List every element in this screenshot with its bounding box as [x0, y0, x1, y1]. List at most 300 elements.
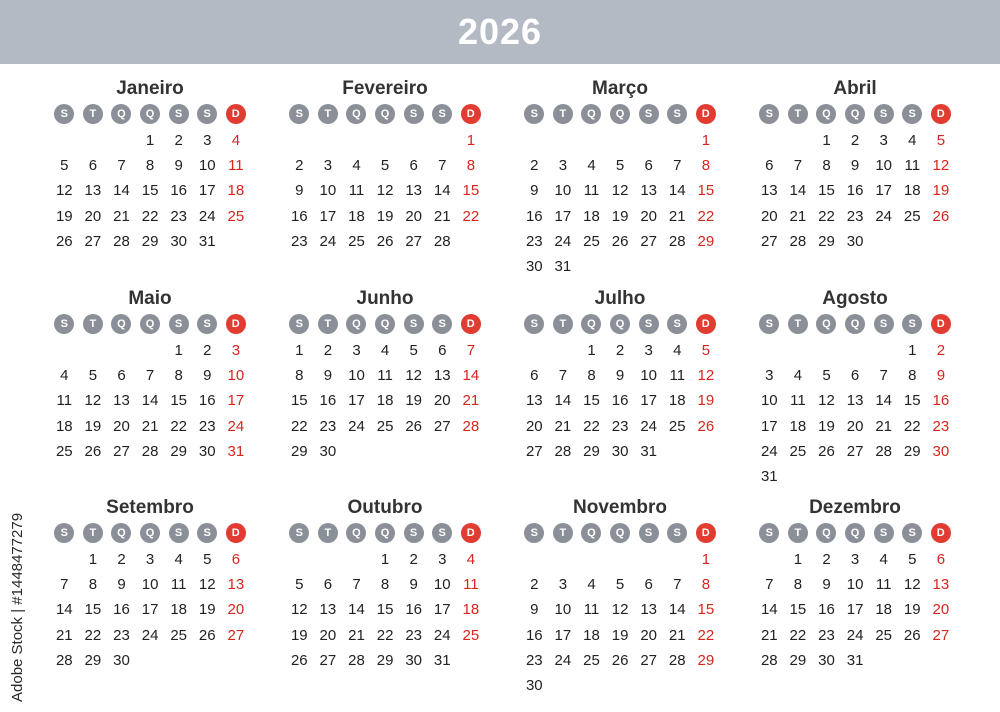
day-cell: 1 [145, 132, 155, 149]
weekday-label [342, 313, 371, 335]
month-title: Abril [833, 78, 877, 99]
weekday-label [50, 313, 79, 335]
day-cell: 3 [352, 342, 361, 359]
day-cell-sunday: 19 [932, 182, 950, 200]
day-cell-sunday: 18 [227, 182, 245, 200]
day-cell: 5 [295, 576, 304, 594]
day-cell: 7 [145, 367, 155, 385]
day-cell: 21 [875, 417, 893, 435]
weekday-letter: T [553, 104, 573, 124]
day-cell-sunday: 27 [227, 626, 245, 644]
day-cell: 24 [554, 651, 572, 669]
weekday-letter: Q [845, 314, 865, 334]
day-cell: 6 [117, 367, 126, 385]
day-cell: 16 [198, 392, 216, 410]
weekday-sunday [221, 103, 250, 125]
month-title: Julho [594, 288, 646, 309]
weekday-letter: S [169, 104, 189, 124]
day-cell-sunday: 26 [932, 207, 950, 225]
day-cell: 18 [875, 601, 893, 619]
day-cell: 6 [850, 367, 860, 385]
weekday-letter: S [432, 104, 452, 124]
weekday-label [428, 522, 457, 544]
weekday-letter: S [524, 523, 544, 543]
day-cell-sunday: 1 [701, 551, 711, 568]
weekday-letter: S [54, 314, 74, 334]
weekday-letter: Q [346, 314, 366, 334]
weekday-letter: Q [375, 523, 395, 543]
day-cell: 17 [141, 601, 159, 619]
weekday-letter: S [524, 104, 544, 124]
day-cell: 17 [348, 392, 365, 410]
day-cell: 4 [174, 551, 183, 568]
day-cell: 21 [348, 626, 365, 644]
day-cell: 29 [376, 651, 394, 669]
day-cell: 21 [141, 417, 159, 435]
weekday-letter: T [83, 523, 103, 543]
weekday-letter: S [667, 104, 687, 124]
weekday-letter: D [226, 104, 246, 124]
empty-cell [577, 128, 606, 153]
day-cell-sunday: 6 [231, 551, 241, 568]
day-cell: 25 [170, 626, 188, 644]
day-cell: 22 [170, 417, 188, 435]
weekday-label [898, 522, 927, 544]
day-cell: 27 [640, 651, 658, 669]
weekday-letter: Q [816, 523, 836, 543]
day-cell-sunday: 13 [932, 576, 950, 594]
weekday-label [428, 103, 457, 125]
weekday-label [193, 103, 222, 125]
empty-cell [314, 547, 343, 572]
day-cell: 16 [405, 601, 423, 619]
empty-cell [50, 547, 79, 572]
day-cell: 10 [640, 367, 658, 385]
day-cell: 10 [875, 157, 893, 175]
day-cell: 25 [55, 442, 73, 460]
day-cell: 4 [60, 367, 69, 385]
day-cell: 14 [668, 182, 686, 200]
weekday-letter: S [902, 314, 922, 334]
day-cell: 9 [323, 367, 333, 385]
day-cell: 26 [611, 651, 629, 669]
day-cell: 9 [295, 182, 304, 200]
day-cell: 9 [117, 576, 126, 594]
month-title: Dezembro [809, 497, 901, 518]
day-cell: 23 [846, 207, 864, 225]
weekday-letter: D [931, 523, 951, 543]
day-cell: 31 [433, 651, 451, 669]
day-cell: 30 [198, 442, 216, 460]
day-cell: 28 [760, 651, 778, 669]
day-cell: 22 [141, 207, 159, 225]
day-cell: 7 [352, 576, 361, 594]
weekday-letter: S [874, 523, 894, 543]
month-title: Setembro [106, 497, 194, 518]
day-cell: 18 [789, 417, 807, 435]
day-cell: 21 [668, 207, 686, 225]
day-cell: 18 [348, 207, 365, 225]
day-cell: 7 [879, 367, 888, 385]
day-cell: 16 [113, 601, 130, 619]
day-cell: 7 [558, 367, 568, 385]
day-cell: 18 [55, 417, 73, 435]
day-cell: 5 [908, 551, 917, 568]
day-cell: 14 [760, 601, 778, 619]
day-cell: 25 [376, 417, 394, 435]
weekday-letter: Q [111, 104, 131, 124]
weekday-letter: S [524, 314, 544, 334]
day-cell-sunday: 1 [701, 132, 711, 149]
weekday-label [606, 522, 635, 544]
day-cell: 30 [818, 651, 835, 669]
day-cell: 18 [668, 392, 686, 410]
day-cell: 25 [789, 442, 807, 460]
day-cell: 16 [319, 392, 337, 410]
weekday-letter: S [289, 104, 309, 124]
day-cell: 23 [290, 232, 308, 250]
empty-cell [869, 338, 898, 363]
day-cell: 27 [760, 232, 778, 250]
day-cell: 28 [348, 651, 365, 669]
weekday-label [577, 103, 606, 125]
month-maio [50, 286, 250, 464]
weekday-row [50, 313, 250, 335]
weekday-label [50, 103, 79, 125]
weekday-label [606, 313, 635, 335]
day-cell: 19 [198, 601, 216, 619]
day-cell: 9 [615, 367, 625, 385]
day-cell: 6 [765, 157, 774, 175]
empty-cell [50, 128, 79, 153]
weekday-label [606, 103, 635, 125]
day-cell: 21 [113, 207, 130, 225]
weekday-letter: Q [346, 104, 366, 124]
day-cell: 13 [525, 392, 543, 410]
day-cell: 4 [380, 342, 390, 359]
day-cell: 9 [409, 576, 418, 594]
day-cell: 4 [352, 157, 361, 175]
weekday-letter: T [788, 104, 808, 124]
weekday-letter: D [461, 523, 481, 543]
day-cell: 12 [405, 367, 423, 385]
weekday-label [841, 103, 870, 125]
day-cell: 28 [875, 442, 893, 460]
day-grid [755, 547, 955, 673]
weekday-label [342, 522, 371, 544]
day-cell: 24 [198, 207, 216, 225]
weekday-label [634, 313, 663, 335]
day-cell: 24 [846, 626, 864, 644]
weekday-letter: T [83, 314, 103, 334]
weekday-label [520, 313, 549, 335]
day-cell: 10 [198, 157, 216, 175]
day-cell-sunday: 21 [462, 392, 480, 410]
day-cell: 7 [673, 157, 682, 175]
weekday-letter: S [169, 523, 189, 543]
day-grid [50, 128, 250, 254]
day-cell: 1 [908, 342, 917, 359]
day-cell: 25 [875, 626, 893, 644]
weekday-letter: S [289, 523, 309, 543]
weekday-label [812, 313, 841, 335]
weekday-label [784, 313, 813, 335]
day-cell: 20 [84, 207, 102, 225]
empty-cell [520, 338, 549, 363]
day-cell: 2 [203, 342, 212, 359]
day-grid [285, 547, 485, 673]
day-cell-sunday: 14 [462, 367, 480, 385]
day-cell: 28 [554, 442, 572, 460]
day-cell: 31 [640, 442, 658, 460]
day-cell-sunday: 12 [932, 157, 950, 175]
day-cell: 3 [203, 132, 212, 149]
weekday-row [50, 522, 250, 544]
day-cell: 14 [668, 601, 686, 619]
day-cell: 22 [84, 626, 102, 644]
day-cell: 3 [438, 551, 447, 568]
day-cell: 19 [611, 626, 629, 644]
weekday-sunday [926, 313, 955, 335]
day-cell-sunday: 4 [231, 132, 241, 149]
day-cell-sunday: 29 [697, 232, 715, 250]
weekday-label [285, 103, 314, 125]
day-cell: 23 [405, 626, 423, 644]
day-cell: 15 [170, 392, 188, 410]
weekday-label [755, 103, 784, 125]
month-junho [285, 286, 485, 464]
day-cell: 17 [554, 626, 572, 644]
month-title: Fevereiro [342, 78, 428, 99]
day-cell-sunday: 29 [697, 651, 715, 669]
day-cell: 2 [850, 132, 860, 149]
weekday-letter: Q [346, 523, 366, 543]
empty-cell [663, 128, 692, 153]
day-cell: 27 [640, 232, 658, 250]
day-cell: 19 [84, 417, 102, 435]
weekday-letter: D [226, 314, 246, 334]
empty-cell [755, 547, 784, 572]
weekday-label [869, 522, 898, 544]
day-cell: 2 [615, 342, 625, 359]
day-cell: 7 [765, 576, 774, 594]
weekday-letter: S [404, 314, 424, 334]
day-grid [285, 128, 485, 254]
day-cell-sunday: 5 [936, 132, 946, 149]
weekday-letter: Q [816, 104, 836, 124]
day-cell-sunday: 8 [466, 157, 476, 175]
weekday-letter: S [404, 104, 424, 124]
empty-cell [784, 338, 813, 363]
day-cell: 9 [850, 157, 860, 175]
day-grid [285, 338, 485, 464]
day-cell: 27 [319, 651, 337, 669]
weekday-letter: D [226, 523, 246, 543]
weekday-letter: S [759, 523, 779, 543]
day-cell: 23 [818, 626, 835, 644]
day-cell: 11 [904, 157, 921, 175]
empty-cell [285, 128, 314, 153]
day-cell-sunday: 11 [228, 157, 244, 175]
weekday-label [107, 522, 136, 544]
day-cell: 1 [88, 551, 98, 568]
day-cell: 5 [822, 367, 831, 385]
weekday-sunday [926, 103, 955, 125]
day-cell-sunday: 25 [462, 626, 480, 644]
day-cell: 19 [818, 417, 835, 435]
day-cell: 6 [88, 157, 98, 175]
weekday-letter: D [696, 314, 716, 334]
empty-cell [136, 338, 165, 363]
weekday-letter: S [639, 314, 659, 334]
day-cell: 20 [113, 417, 130, 435]
weekday-label [314, 522, 343, 544]
weekday-letter: Q [140, 314, 160, 334]
weekday-label [50, 522, 79, 544]
day-cell: 17 [198, 182, 216, 200]
month-title: Outubro [347, 497, 423, 518]
weekday-letter: Q [140, 104, 160, 124]
weekday-label [663, 522, 692, 544]
month-fevereiro [285, 76, 485, 254]
day-cell: 1 [174, 342, 183, 359]
day-cell-sunday: 18 [462, 601, 480, 619]
day-cell: 19 [290, 626, 308, 644]
month-novembro [520, 495, 720, 698]
day-cell: 30 [405, 651, 423, 669]
day-cell: 24 [760, 442, 778, 460]
month-setembro [50, 495, 250, 673]
day-cell: 7 [438, 157, 447, 175]
day-cell-sunday: 3 [231, 342, 241, 359]
day-cell: 3 [323, 157, 333, 175]
month-title: Maio [128, 288, 172, 309]
day-cell: 5 [615, 157, 625, 175]
weekday-letter: T [788, 314, 808, 334]
day-cell-sunday: 1 [466, 132, 476, 149]
weekday-letter: S [902, 523, 922, 543]
day-cell: 14 [141, 392, 159, 410]
day-cell: 11 [583, 601, 600, 619]
day-cell: 7 [60, 576, 69, 594]
weekday-label [79, 313, 108, 335]
day-cell: 19 [611, 207, 629, 225]
weekday-label [869, 103, 898, 125]
day-grid [755, 128, 955, 254]
weekday-label [634, 522, 663, 544]
empty-cell [107, 338, 136, 363]
day-grid [755, 338, 955, 489]
weekday-sunday [691, 313, 720, 335]
day-cell: 1 [295, 342, 304, 359]
weekday-letter: T [553, 314, 573, 334]
day-cell: 5 [380, 157, 390, 175]
day-cell: 10 [554, 601, 572, 619]
day-cell: 28 [668, 651, 686, 669]
day-cell: 28 [141, 442, 159, 460]
day-cell: 24 [875, 207, 893, 225]
day-cell: 22 [583, 417, 600, 435]
weekday-letter: T [788, 523, 808, 543]
empty-cell [520, 547, 549, 572]
day-cell: 11 [348, 182, 365, 200]
day-cell: 21 [55, 626, 73, 644]
day-cell: 31 [554, 257, 572, 275]
weekday-row [285, 103, 485, 125]
day-cell: 12 [84, 392, 102, 410]
empty-cell [371, 128, 400, 153]
day-cell: 7 [117, 157, 126, 175]
day-cell: 24 [433, 626, 451, 644]
weekday-letter: Q [581, 523, 601, 543]
empty-cell [634, 547, 663, 572]
weekday-letter: Q [111, 314, 131, 334]
day-cell: 2 [822, 551, 831, 568]
day-cell-sunday: 22 [697, 207, 715, 225]
day-cell: 20 [846, 417, 864, 435]
weekday-label [136, 313, 165, 335]
weekday-label [136, 522, 165, 544]
day-cell: 2 [530, 576, 539, 594]
day-cell: 15 [290, 392, 308, 410]
day-cell: 7 [793, 157, 803, 175]
day-cell: 13 [433, 367, 451, 385]
weekday-letter: T [83, 104, 103, 124]
day-grid [50, 338, 250, 464]
weekday-label [136, 103, 165, 125]
day-cell: 15 [141, 182, 159, 200]
day-cell: 22 [789, 626, 807, 644]
weekday-label [79, 103, 108, 125]
day-cell: 11 [170, 576, 187, 594]
day-cell-sunday: 20 [227, 601, 245, 619]
day-cell: 19 [903, 601, 921, 619]
day-cell: 10 [348, 367, 365, 385]
weekday-letter: Q [610, 104, 630, 124]
day-cell: 29 [290, 442, 308, 460]
day-cell: 27 [84, 232, 102, 250]
day-cell: 18 [583, 207, 600, 225]
day-cell: 16 [290, 207, 308, 225]
empty-cell [285, 547, 314, 572]
day-cell: 18 [376, 392, 394, 410]
empty-cell [549, 547, 578, 572]
empty-cell [520, 128, 549, 153]
weekday-label [812, 103, 841, 125]
day-cell: 13 [84, 182, 102, 200]
day-cell: 12 [198, 576, 216, 594]
weekday-label [371, 313, 400, 335]
day-cell: 28 [433, 232, 451, 250]
day-cell: 19 [376, 207, 394, 225]
weekday-letter: S [874, 314, 894, 334]
day-cell: 8 [174, 367, 183, 385]
weekday-row [755, 522, 955, 544]
day-cell: 23 [170, 207, 188, 225]
day-cell: 15 [583, 392, 600, 410]
weekday-letter: Q [111, 523, 131, 543]
day-cell: 21 [554, 417, 572, 435]
weekday-row [520, 522, 720, 544]
day-cell-sunday: 23 [932, 417, 950, 435]
weekday-label [755, 522, 784, 544]
empty-cell [342, 547, 371, 572]
day-cell: 28 [789, 232, 807, 250]
weekday-label [549, 313, 578, 335]
day-cell: 12 [290, 601, 308, 619]
day-cell: 8 [822, 157, 831, 175]
month-dezembro [755, 495, 955, 673]
